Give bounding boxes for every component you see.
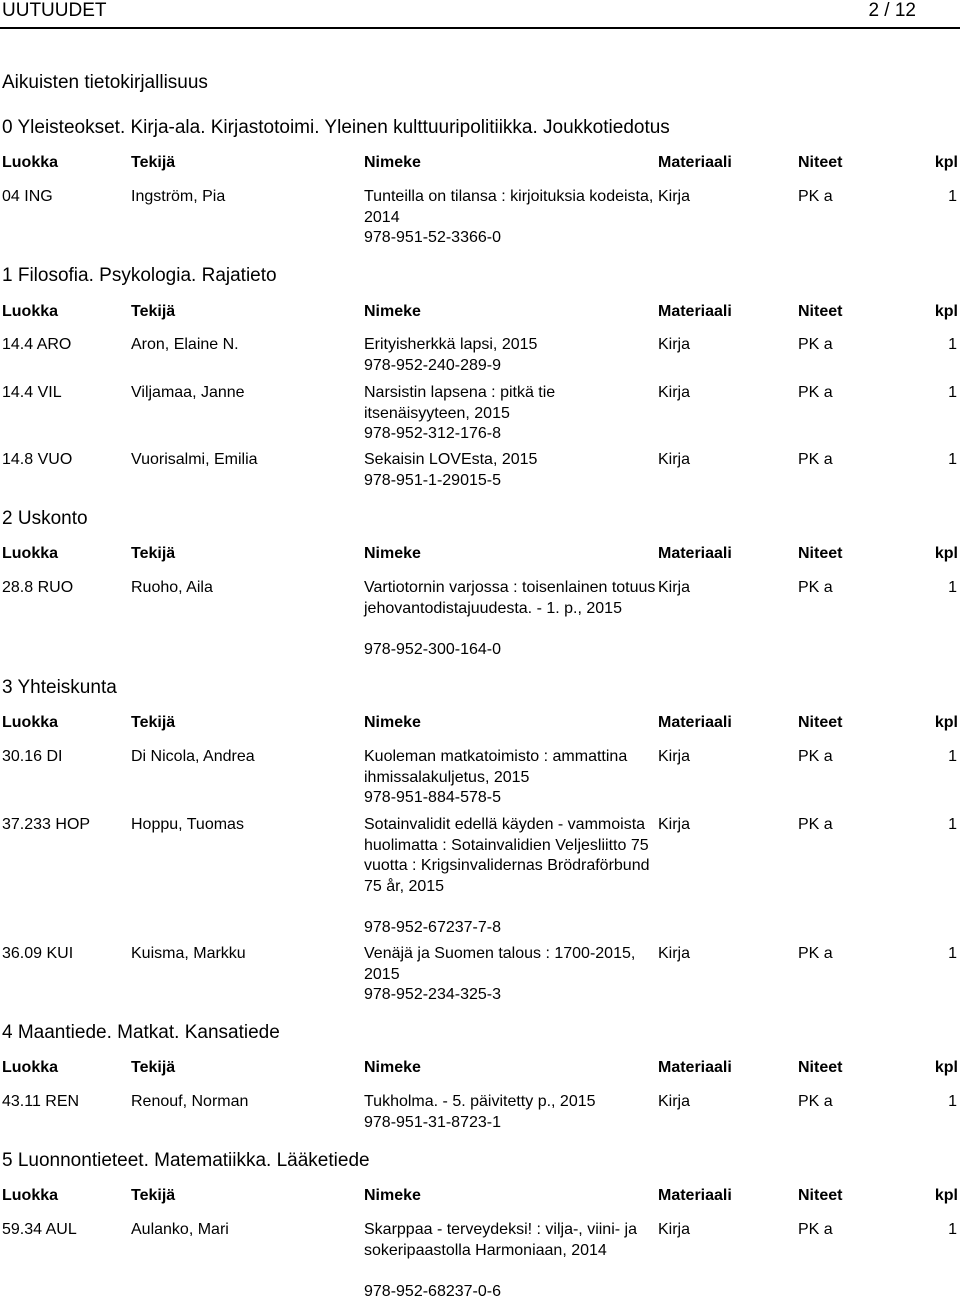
row-isbn: 978-951-1-29015-5 xyxy=(364,471,656,492)
row-niteet: PK a xyxy=(798,815,833,836)
row-nimeke: Kuoleman matkatoimisto : ammattina ihmissalakuljetus, 2015 xyxy=(364,747,656,788)
row-luokka: 28.8 RUO xyxy=(2,578,73,599)
column-header-niteet: Niteet xyxy=(798,1186,842,1206)
column-header-kpl: kpl xyxy=(935,1186,958,1206)
row-niteet: PK a xyxy=(798,383,833,404)
row-kpl: 1 xyxy=(948,1220,957,1241)
column-header-niteet: Niteet xyxy=(798,1058,842,1078)
row-luokka: 59.34 AUL xyxy=(2,1220,77,1241)
column-header-luokka: Luokka xyxy=(2,153,58,173)
row-kpl: 1 xyxy=(948,747,957,768)
row-niteet: PK a xyxy=(798,944,833,965)
column-header-kpl: kpl xyxy=(935,302,958,322)
row-kpl: 1 xyxy=(948,815,957,836)
row-materiaali: Kirja xyxy=(658,187,690,208)
row-tekija: Ruoho, Aila xyxy=(131,578,213,599)
row-luokka: 30.16 DI xyxy=(2,747,62,768)
row-tekija: Aron, Elaine N. xyxy=(131,335,239,356)
row-isbn: 978-951-52-3366-0 xyxy=(364,228,656,249)
row-kpl: 1 xyxy=(948,1092,957,1113)
column-header-luokka: Luokka xyxy=(2,302,58,322)
column-header-nimeke: Nimeke xyxy=(364,544,656,564)
row-tekija: Ingström, Pia xyxy=(131,187,225,208)
row-nimeke: Vartiotornin varjossa : toisenlainen totuus jehovantodistajuudesta. - 1. p., 2015 xyxy=(364,578,656,619)
column-header-niteet: Niteet xyxy=(798,153,842,173)
row-materiaali: Kirja xyxy=(658,944,690,965)
row-materiaali: Kirja xyxy=(658,747,690,768)
column-header-luokka: Luokka xyxy=(2,713,58,733)
column-header-luokka: Luokka xyxy=(2,1058,58,1078)
section-title: 4 Maantiede. Matkat. Kansatiede xyxy=(2,1022,280,1044)
row-kpl: 1 xyxy=(948,187,957,208)
column-header-kpl: kpl xyxy=(935,1058,958,1078)
row-isbn: 978-952-234-325-3 xyxy=(364,985,656,1006)
row-luokka: 36.09 KUI xyxy=(2,944,73,965)
row-kpl: 1 xyxy=(948,450,957,471)
row-materiaali: Kirja xyxy=(658,335,690,356)
row-niteet: PK a xyxy=(798,1092,833,1113)
row-materiaali: Kirja xyxy=(658,1092,690,1113)
row-tekija: Renouf, Norman xyxy=(131,1092,248,1113)
section-title: 2 Uskonto xyxy=(2,508,88,530)
row-nimeke: Sekaisin LOVEsta, 2015 xyxy=(364,450,656,471)
column-header-tekija: Tekijä xyxy=(131,153,175,173)
column-header-materiaali: Materiaali xyxy=(658,1058,732,1078)
column-header-kpl: kpl xyxy=(935,544,958,564)
row-luokka: 37.233 HOP xyxy=(2,815,90,836)
column-header-nimeke: Nimeke xyxy=(364,1058,656,1078)
column-header-tekija: Tekijä xyxy=(131,302,175,322)
section-title: 3 Yhteiskunta xyxy=(2,677,117,699)
column-header-kpl: kpl xyxy=(935,153,958,173)
row-niteet: PK a xyxy=(798,335,833,356)
column-header-materiaali: Materiaali xyxy=(658,544,732,564)
row-materiaali: Kirja xyxy=(658,383,690,404)
row-tekija: Vuorisalmi, Emilia xyxy=(131,450,258,471)
row-materiaali: Kirja xyxy=(658,1220,690,1241)
column-header-niteet: Niteet xyxy=(798,302,842,322)
row-nimeke: Erityisherkkä lapsi, 2015 xyxy=(364,335,656,356)
row-kpl: 1 xyxy=(948,944,957,965)
row-kpl: 1 xyxy=(948,578,957,599)
row-nimeke: Venäjä ja Suomen talous : 1700-2015, 2015 xyxy=(364,944,656,985)
row-luokka: 14.4 ARO xyxy=(2,335,71,356)
row-tekija: Aulanko, Mari xyxy=(131,1220,229,1241)
row-materiaali: Kirja xyxy=(658,450,690,471)
row-kpl: 1 xyxy=(948,335,957,356)
column-header-materiaali: Materiaali xyxy=(658,302,732,322)
header-title: UUTUUDET xyxy=(2,0,107,22)
column-header-niteet: Niteet xyxy=(798,544,842,564)
column-header-materiaali: Materiaali xyxy=(658,153,732,173)
page-number: 2 / 12 xyxy=(868,0,916,22)
row-luokka: 14.4 VIL xyxy=(2,383,62,404)
header-divider xyxy=(0,27,960,29)
row-luokka: 14.8 VUO xyxy=(2,450,72,471)
column-header-tekija: Tekijä xyxy=(131,544,175,564)
row-isbn: 978-952-68237-0-6 xyxy=(364,1282,656,1302)
row-isbn: 978-952-240-289-9 xyxy=(364,356,656,377)
column-header-nimeke: Nimeke xyxy=(364,1186,656,1206)
row-luokka: 43.11 REN xyxy=(2,1092,79,1113)
row-isbn: 978-951-884-578-5 xyxy=(364,788,656,809)
column-header-materiaali: Materiaali xyxy=(658,1186,732,1206)
section-title: 1 Filosofia. Psykologia. Rajatieto xyxy=(2,265,277,287)
row-niteet: PK a xyxy=(798,450,833,471)
column-header-materiaali: Materiaali xyxy=(658,713,732,733)
column-header-luokka: Luokka xyxy=(2,544,58,564)
row-tekija: Hoppu, Tuomas xyxy=(131,815,244,836)
row-nimeke: Narsistin lapsena : pitkä tie itsenäisyyteen, 2015 xyxy=(364,383,656,424)
column-header-nimeke: Nimeke xyxy=(364,153,656,173)
column-header-nimeke: Nimeke xyxy=(364,713,656,733)
row-isbn: 978-952-300-164-0 xyxy=(364,640,656,661)
column-header-tekija: Tekijä xyxy=(131,1186,175,1206)
document-title: Aikuisten tietokirjallisuus xyxy=(2,72,208,94)
row-luokka: 04 ING xyxy=(2,187,53,208)
row-niteet: PK a xyxy=(798,187,833,208)
row-niteet: PK a xyxy=(798,578,833,599)
row-materiaali: Kirja xyxy=(658,578,690,599)
row-niteet: PK a xyxy=(798,747,833,768)
row-niteet: PK a xyxy=(798,1220,833,1241)
row-isbn: 978-952-67237-7-8 xyxy=(364,918,656,939)
section-title: 0 Yleisteokset. Kirja-ala. Kirjastotoimi. Yleinen kulttuuripolitiikka. Joukkotiedotus xyxy=(2,117,670,139)
column-header-niteet: Niteet xyxy=(798,713,842,733)
column-header-kpl: kpl xyxy=(935,713,958,733)
column-header-luokka: Luokka xyxy=(2,1186,58,1206)
row-nimeke: Sotainvalidit edellä käyden - vammoista huolimatta : Sotainvalidien Veljesliitto 75 vuotta : Krigsinvalidernas Brödraförbund 75 år, 2015 xyxy=(364,815,656,897)
row-isbn: 978-952-312-176-8 xyxy=(364,424,656,445)
row-nimeke: Tukholma. - 5. päivitetty p., 2015 xyxy=(364,1092,656,1113)
column-header-nimeke: Nimeke xyxy=(364,302,656,322)
row-materiaali: Kirja xyxy=(658,815,690,836)
row-tekija: Viljamaa, Janne xyxy=(131,383,245,404)
row-nimeke: Skarppaa - terveydeksi! : vilja-, viini- ja sokeripaastolla Harmoniaan, 2014 xyxy=(364,1220,656,1261)
row-tekija: Kuisma, Markku xyxy=(131,944,246,965)
column-header-tekija: Tekijä xyxy=(131,713,175,733)
row-tekija: Di Nicola, Andrea xyxy=(131,747,255,768)
section-title: 5 Luonnontieteet. Matematiikka. Lääketiede xyxy=(2,1150,370,1172)
row-nimeke: Tunteilla on tilansa : kirjoituksia kodeista, 2014 xyxy=(364,187,656,228)
column-header-tekija: Tekijä xyxy=(131,1058,175,1078)
row-kpl: 1 xyxy=(948,383,957,404)
row-isbn: 978-951-31-8723-1 xyxy=(364,1113,656,1134)
